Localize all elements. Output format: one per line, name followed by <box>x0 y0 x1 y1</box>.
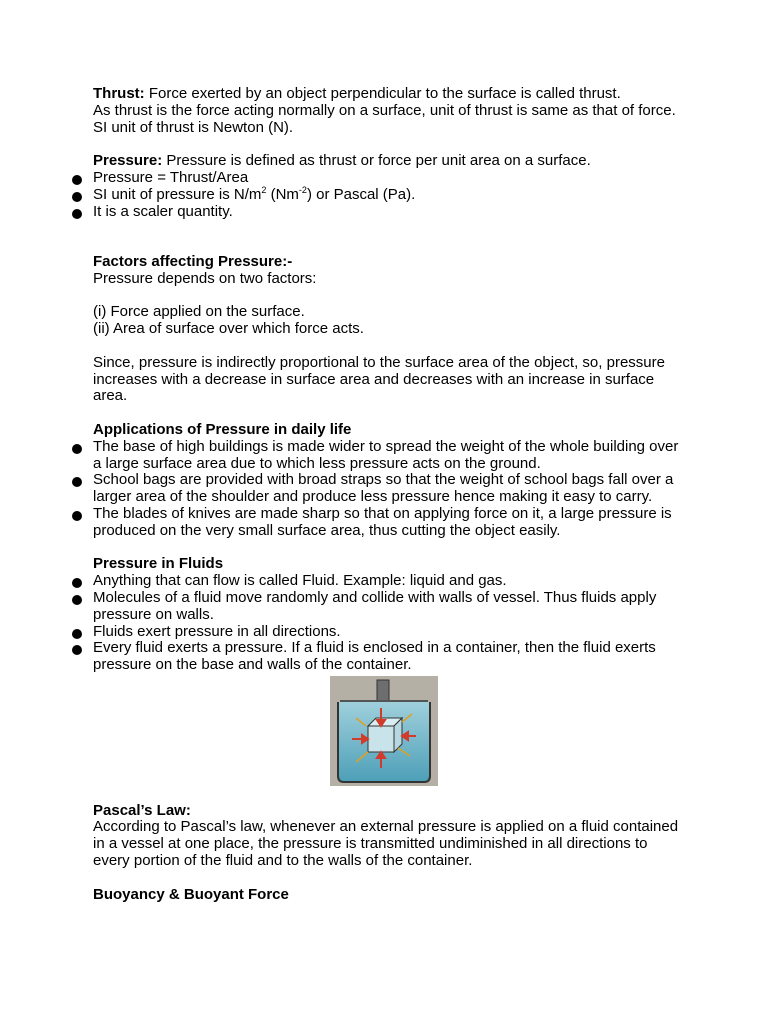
thrust-normal-force-text: As thrust is the force acting normally on a surface, unit of thrust is same as that of force. <box>93 101 676 119</box>
list-item: School bags are provided with broad straps so that the weight of school bags fall over a larger area of the shoulder and produce less pressure hence making it easy to carry. <box>93 472 683 506</box>
factors-heading: Factors affecting Pressure:- <box>93 252 293 270</box>
list-item: Fluids exert pressure in all directions. <box>93 624 683 641</box>
figure-container <box>0 676 768 786</box>
list-item <box>93 184 683 204</box>
buoyancy-heading: Buoyancy & Buoyant Force <box>93 885 289 903</box>
fluids-heading: Pressure in Fluids <box>93 555 224 573</box>
list-item: Every fluid exerts a pressure. If a fluid is enclosed in a container, then the fluid exerts pressure on the base and walls of the container. <box>93 640 683 674</box>
factor-item: (ii) Area of surface over which force acts. <box>93 320 364 338</box>
si-unit-text: (Nm <box>266 185 299 203</box>
si-unit-text: ) or Pascal (Pa). <box>306 185 416 203</box>
pressure-definition <box>93 153 683 170</box>
superscript: -2 <box>298 184 307 195</box>
thrust-term: Thrust: <box>93 85 145 102</box>
superscript: 2 <box>261 184 267 195</box>
applications-list <box>93 439 683 540</box>
pressure-bullet-list <box>93 170 683 220</box>
si-unit-text: SI unit of pressure is N/m <box>93 185 262 203</box>
fluid-pressure-figure <box>330 676 438 786</box>
fluid-container-illustration <box>330 676 438 786</box>
thrust-si-unit-text: SI unit of thrust is Newton (N). <box>93 118 294 136</box>
factor-item: (i) Force applied on the surface. <box>93 303 305 321</box>
content-column <box>93 86 683 674</box>
pascal-paragraph: According to Pascal’s law, whenever an external pressure is applied on a fluid contained in a vessel at one place, the pressure is transmitted undiminished in all directions to every portion of the fluid and to the walls of the container. <box>93 818 679 870</box>
applications-heading: Applications of Pressure in daily life <box>93 420 352 438</box>
thrust-definition-text: Force exerted by an object perpendicular to the surface is called thrust. <box>144 85 621 102</box>
factors-paragraph: Since, pressure is indirectly proportional to the surface area of the object, so, pressure increases with a decrease in surface area and decreases with an increase in surface area. <box>93 353 665 405</box>
factors-intro: Pressure depends on two factors: <box>93 269 317 287</box>
document-page <box>0 86 768 903</box>
list-item: Molecules of a fluid move randomly and collide with walls of vessel. Thus fluids apply pressure on walls. <box>93 590 683 624</box>
list-item: It is a scaler quantity. <box>93 204 683 221</box>
thrust-definition <box>93 86 683 103</box>
pascal-heading: Pascal’s Law: <box>93 801 191 819</box>
pressure-term: Pressure: <box>93 152 163 170</box>
content-column-lower <box>93 786 683 904</box>
list-item: Pressure = Thrust/Area <box>93 170 683 187</box>
list-item: The base of high buildings is made wider to spread the weight of the whole building over a large surface area due to which less pressure acts on the ground. <box>93 439 683 473</box>
pressure-definition-text: Pressure is defined as thrust or force per unit area on a surface. <box>162 152 591 170</box>
list-item: Anything that can flow is called Fluid. Example: liquid and gas. <box>93 573 683 590</box>
fluids-list <box>93 573 683 674</box>
list-item: The blades of knives are made sharp so that on applying force on it, a large pressure is produced on the very small surface area, thus cutting the object easily. <box>93 506 683 540</box>
